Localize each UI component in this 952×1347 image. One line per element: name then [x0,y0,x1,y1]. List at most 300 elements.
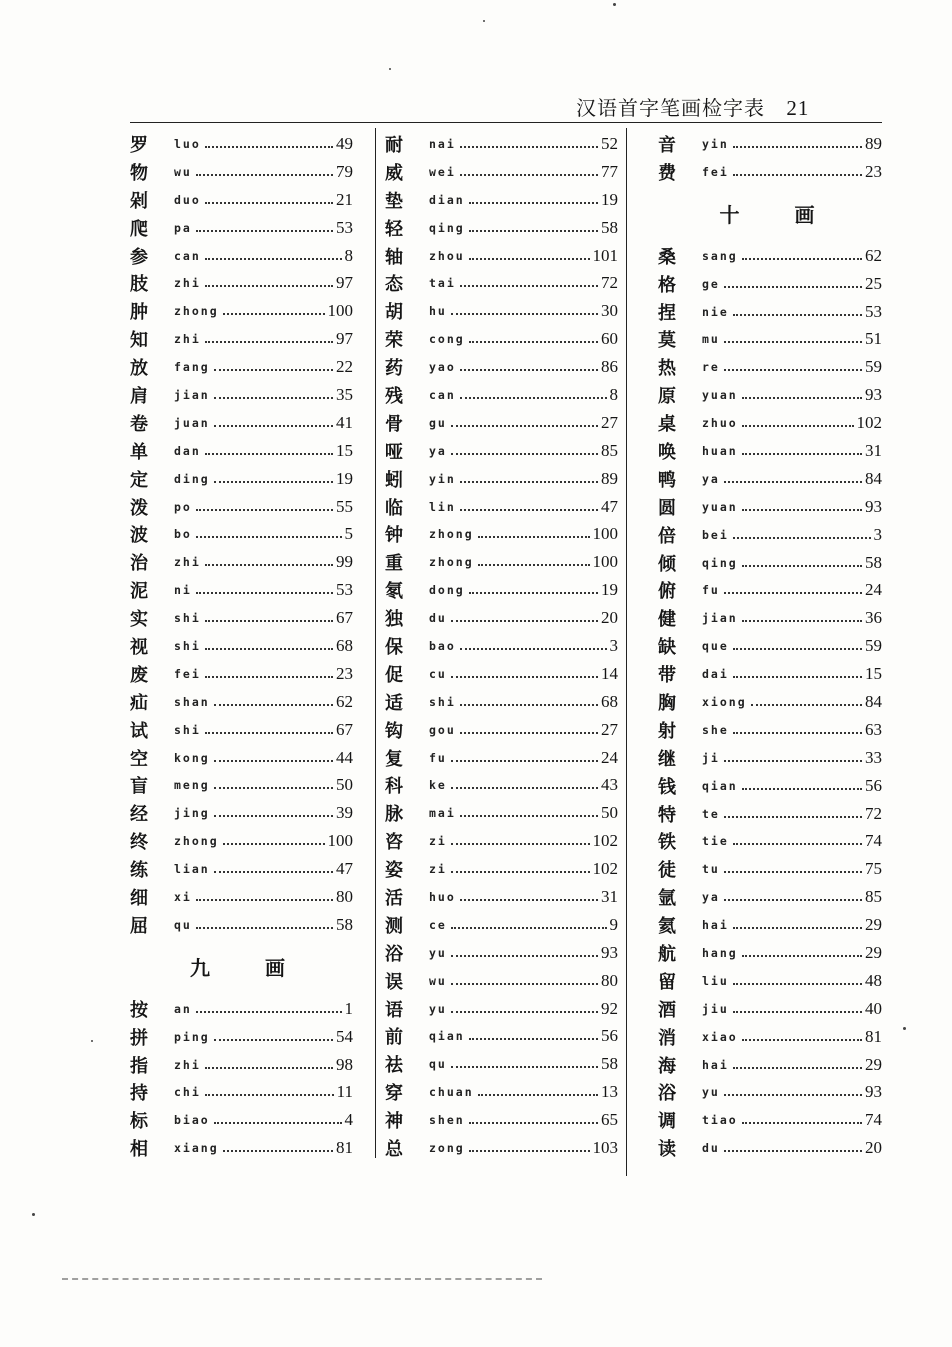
index-entry [656,800,882,828]
entry-pinyin: biao [174,1113,210,1128]
entry-pinyin: can [174,248,201,263]
entry-character: 持 [130,1083,148,1105]
dot-leader [460,369,598,371]
entry-pinyin: du [429,611,447,626]
entry-character: 唤 [658,441,676,463]
index-entry [383,465,618,493]
index-column-3 [656,130,882,1162]
index-entry [128,297,353,325]
index-entry [656,158,882,186]
page-header [576,92,866,122]
entry-character: 钟 [385,525,403,547]
entry-pinyin: qu [429,1057,447,1072]
scan-speck [903,1027,906,1030]
entry-pinyin: duo [174,192,201,207]
index-column-1 [128,130,353,1162]
dot-leader [214,787,333,789]
entry-character: 科 [385,776,403,798]
entry-pinyin: hu [429,304,447,319]
entry-page-number: 103 [592,1138,618,1157]
entry-pinyin: meng [174,778,210,793]
entry-character: 浴 [385,943,403,965]
entry-character: 剁 [130,190,148,212]
entry-page-number: 9 [609,914,618,934]
index-entry [656,604,882,632]
entry-pinyin: dian [429,192,465,207]
entry-page-number: 68 [336,635,353,655]
entry-character: 咨 [385,832,403,854]
dot-leader [196,509,333,511]
dot-leader [733,983,862,985]
entry-page-number: 29 [865,1054,882,1074]
entry-pinyin: nie [702,304,729,319]
entry-character: 终 [130,832,148,854]
index-entry [128,130,353,158]
dot-leader [733,314,862,316]
entry-page-number: 53 [865,301,882,321]
index-entry [383,1134,618,1162]
dot-leader [205,732,333,734]
entry-page-number: 55 [336,496,353,516]
entry-page-number: 62 [865,245,882,265]
entry-page-number: 25 [865,273,882,293]
dot-leader [460,648,607,650]
entry-pinyin: zhong [429,527,474,542]
entry-character: 海 [658,1055,676,1077]
entry-page-number: 102 [856,413,882,433]
dot-leader [724,341,862,343]
entry-pinyin: kong [174,750,210,765]
entry-character: 浴 [658,1083,676,1105]
scan-speck [389,68,391,70]
entry-character: 总 [385,1139,403,1160]
entry-character: 轴 [385,246,403,268]
dot-leader [724,1094,862,1096]
entry-page-number: 102 [592,831,618,851]
entry-pinyin: yin [702,136,729,151]
index-entry [383,269,618,297]
index-entry [656,995,882,1023]
index-entry [128,799,353,827]
dot-leader [451,620,598,622]
index-column-2 [383,130,618,1162]
index-entry [383,520,618,548]
dot-leader [469,230,598,232]
entry-page-number: 67 [336,719,353,739]
entry-page-number: 14 [601,663,618,683]
dot-leader [469,1038,598,1040]
entry-page-number: 19 [336,468,353,488]
dot-leader [733,927,862,929]
entry-page-number: 20 [601,608,618,628]
entry-pinyin: yu [702,1085,720,1100]
entry-character: 耐 [385,134,403,156]
entry-page-number: 84 [865,691,882,711]
index-entry [128,632,353,660]
dot-leader [742,509,862,511]
index-entry [656,883,882,911]
dot-leader [196,536,342,538]
index-entry [656,660,882,688]
entry-character: 试 [130,720,148,742]
index-entry [656,242,882,270]
dot-leader [469,1150,590,1152]
entry-page-number: 49 [336,133,353,153]
entry-pinyin: luo [174,136,201,151]
entry-character: 蚓 [385,469,403,491]
entry-pinyin: qing [429,220,465,235]
entry-pinyin: nai [429,136,456,151]
dot-leader [460,285,598,287]
dot-leader [460,509,598,511]
entry-page-number: 13 [601,1082,618,1102]
entry-page-number: 47 [601,496,618,516]
dot-leader [742,620,862,622]
entry-page-number: 81 [336,1138,353,1158]
index-entry [656,1106,882,1134]
entry-page-number: 102 [592,859,618,879]
entry-page-number: 60 [601,329,618,349]
entry-pinyin: ding [174,471,210,486]
entry-page-number: 52 [601,133,618,153]
entry-pinyin: ji [702,750,720,765]
entry-pinyin: huan [702,443,738,458]
dot-leader [742,258,862,260]
entry-character: 穿 [385,1083,403,1105]
entry-character: 航 [658,943,676,965]
entry-page-number: 65 [601,1110,618,1130]
index-entry [128,771,353,799]
index-entry [128,437,353,465]
index-entry [383,1106,618,1134]
index-entry [383,1078,618,1106]
dot-leader [223,1150,333,1152]
entry-page-number: 63 [865,719,882,739]
entry-page-number: 35 [336,384,353,404]
entry-character: 胡 [385,302,403,324]
entry-page-number: 100 [592,524,618,544]
entry-pinyin: zi [429,862,447,877]
index-entry [383,1023,618,1051]
index-entry [656,130,882,158]
entry-character: 钱 [658,776,676,798]
entry-character: 氡 [385,581,403,603]
index-entry [383,493,618,521]
entry-pinyin: shi [429,694,456,709]
entry-pinyin: tie [702,834,729,849]
entry-character: 倍 [658,525,676,547]
dot-leader [460,174,598,176]
entry-character: 荣 [385,330,403,352]
index-entry [656,493,882,521]
dot-leader [214,369,333,371]
index-entry [383,353,618,381]
entry-page-number: 3 [609,635,618,655]
entry-pinyin: shan [174,694,210,709]
dot-leader [205,285,333,287]
dot-leader [733,537,871,539]
entry-pinyin: qu [174,917,192,932]
entry-pinyin: tai [429,276,456,291]
dot-leader [733,146,862,148]
index-entry [383,967,618,995]
entry-pinyin: wu [174,164,192,179]
dot-leader [733,843,862,845]
entry-pinyin: lin [429,499,456,514]
entry-pinyin: huo [429,889,456,904]
entry-pinyin: gou [429,722,456,737]
index-entry [656,409,882,437]
dot-leader [205,258,342,260]
entry-pinyin: cong [429,332,465,347]
entry-pinyin: jiu [702,1001,729,1016]
dot-leader [724,816,862,818]
entry-page-number: 31 [601,886,618,906]
dot-leader [214,397,333,399]
entry-character: 消 [658,1027,676,1049]
index-entry [128,576,353,604]
entry-character: 肩 [130,385,148,407]
entry-pinyin: re [702,360,720,375]
index-entry [383,242,618,270]
entry-page-number: 58 [601,1054,618,1074]
index-entry [656,1023,882,1051]
entry-page-number: 50 [601,803,618,823]
dot-leader [223,843,325,845]
dot-leader [205,620,333,622]
entry-character: 莫 [658,330,676,352]
index-entry [656,716,882,744]
entry-pinyin: ge [702,276,720,291]
entry-pinyin: du [702,1141,720,1156]
index-entry [128,409,353,437]
index-entry [656,1051,882,1079]
entry-pinyin: zhi [174,276,201,291]
entry-page-number: 79 [336,161,353,181]
index-entry [128,353,353,381]
entry-pinyin: yuan [702,499,738,514]
index-entry [128,186,353,214]
index-entry [128,883,353,911]
entry-character: 波 [130,525,148,547]
entry-page-number: 54 [336,1026,353,1046]
entry-pinyin: bao [429,638,456,653]
entry-character: 定 [130,469,148,491]
entry-page-number: 75 [865,859,882,879]
index-entry [383,437,618,465]
index-entry [383,214,618,242]
entry-character: 泼 [130,497,148,519]
index-entry [128,604,353,632]
entry-character: 调 [658,1111,676,1133]
entry-character: 肿 [130,302,148,324]
page-title: 汉语首字笔画检字表 [576,96,765,120]
dot-leader [205,1094,334,1096]
entry-character: 倾 [658,553,676,575]
index-entry [656,632,882,660]
dot-leader [751,704,862,706]
entry-page-number: 59 [865,636,882,656]
entry-character: 读 [658,1139,676,1161]
index-entry [383,297,618,325]
entry-character: 格 [658,274,676,296]
entry-character: 垫 [385,190,403,212]
index-entry [383,576,618,604]
index-entry [383,604,618,632]
index-entry [128,381,353,409]
index-entry [656,325,882,353]
index-entry [656,576,882,604]
entry-character: 俯 [658,581,676,603]
dot-leader [724,1150,862,1152]
entry-page-number: 24 [865,580,882,600]
entry-pinyin: que [702,639,729,654]
entry-page-number: 68 [601,691,618,711]
entry-character: 活 [385,887,403,909]
entry-page-number: 72 [865,803,882,823]
entry-pinyin: wei [429,164,456,179]
entry-pinyin: xiang [174,1141,219,1156]
entry-pinyin: chi [174,1085,201,1100]
index-entry [656,772,882,800]
entry-page-number: 31 [865,440,882,460]
entry-character: 适 [385,692,403,714]
entry-character: 保 [385,636,403,658]
entry-pinyin: sang [702,248,738,263]
entry-pinyin: gu [429,415,447,430]
dot-leader [214,704,333,706]
dot-leader [742,425,854,427]
dot-leader [214,871,333,873]
dot-leader [460,146,598,148]
entry-pinyin: po [174,499,192,514]
entry-character: 哑 [385,441,403,463]
index-entry [656,353,882,381]
entry-character: 特 [658,804,676,826]
entry-character: 残 [385,385,403,407]
entry-pinyin: ni [174,583,192,598]
entry-pinyin: shen [429,1113,465,1128]
entry-pinyin: qian [702,778,738,793]
dot-leader [205,1067,333,1069]
entry-page-number: 53 [336,217,353,237]
entry-page-number: 11 [336,1082,353,1102]
entry-page-number: 43 [601,775,618,795]
entry-character: 骨 [385,413,403,435]
index-entry [128,995,353,1023]
entry-character: 祛 [385,1055,403,1077]
entry-character: 按 [130,999,148,1021]
index-entry [383,995,618,1023]
dot-leader [460,732,598,734]
entry-page-number: 24 [601,747,618,767]
entry-pinyin: tu [702,862,720,877]
dot-leader [460,397,607,399]
entry-pinyin: zhong [174,304,219,319]
index-entry [383,409,618,437]
entry-pinyin: ya [702,471,720,486]
entry-pinyin: yuan [702,388,738,403]
dot-leader [742,1039,862,1041]
entry-page-number: 58 [601,217,618,237]
entry-pinyin: juan [174,415,210,430]
index-entry [383,381,618,409]
entry-character: 治 [130,553,148,575]
entry-character: 放 [130,358,148,380]
entry-character: 前 [385,1027,403,1049]
entry-pinyin: bei [702,527,729,542]
index-entry [128,716,353,744]
dot-leader [469,202,598,204]
entry-page-number: 101 [592,245,618,265]
entry-character: 健 [658,609,676,631]
scan-speck [91,1040,93,1042]
entry-page-number: 85 [865,887,882,907]
entry-page-number: 44 [336,747,353,767]
entry-character: 视 [130,636,148,658]
entry-page-number: 23 [336,663,353,683]
dot-leader [469,592,598,594]
entry-pinyin: xiao [702,1029,738,1044]
entry-character: 鸭 [658,469,676,491]
entry-pinyin: cu [429,666,447,681]
dot-leader [733,174,862,176]
entry-character: 脉 [385,804,403,826]
entry-pinyin: zhou [429,248,465,263]
entry-page-number: 77 [601,161,618,181]
entry-character: 经 [130,804,148,826]
entry-pinyin: zhuo [702,416,738,431]
index-entry [383,660,618,688]
entry-page-number: 92 [601,998,618,1018]
index-entry [383,771,618,799]
entry-pinyin: ce [429,917,447,932]
entry-character: 重 [385,553,403,575]
dot-leader [451,313,598,315]
entry-page-number: 23 [865,161,882,181]
dot-leader [451,453,598,455]
index-entry [128,1023,353,1051]
index-entry [128,325,353,353]
entry-page-number: 58 [336,914,353,934]
entry-character: 徒 [658,860,676,882]
entry-pinyin: yu [429,945,447,960]
entry-page-number: 4 [344,1110,353,1130]
stroke-section-heading: 九 画 [190,956,309,981]
entry-pinyin: hai [702,918,729,933]
entry-pinyin: mai [429,806,456,821]
entry-character: 费 [658,162,676,184]
dot-leader [205,676,333,678]
entry-page-number: 93 [865,385,882,405]
entry-character: 物 [130,162,148,184]
index-entry [383,325,618,353]
entry-character: 钩 [385,720,403,742]
entry-character: 语 [385,999,403,1021]
entry-pinyin: qing [702,555,738,570]
index-entry [383,827,618,855]
dot-leader [724,592,862,594]
index-entry [128,493,353,521]
entry-pinyin: zhong [174,834,219,849]
entry-character: 练 [130,860,148,882]
index-entry [383,911,618,939]
dot-leader [733,1067,862,1069]
dot-leader [451,871,590,873]
entry-page-number: 30 [601,301,618,321]
index-entry [128,1051,353,1079]
index-entry [656,911,882,939]
